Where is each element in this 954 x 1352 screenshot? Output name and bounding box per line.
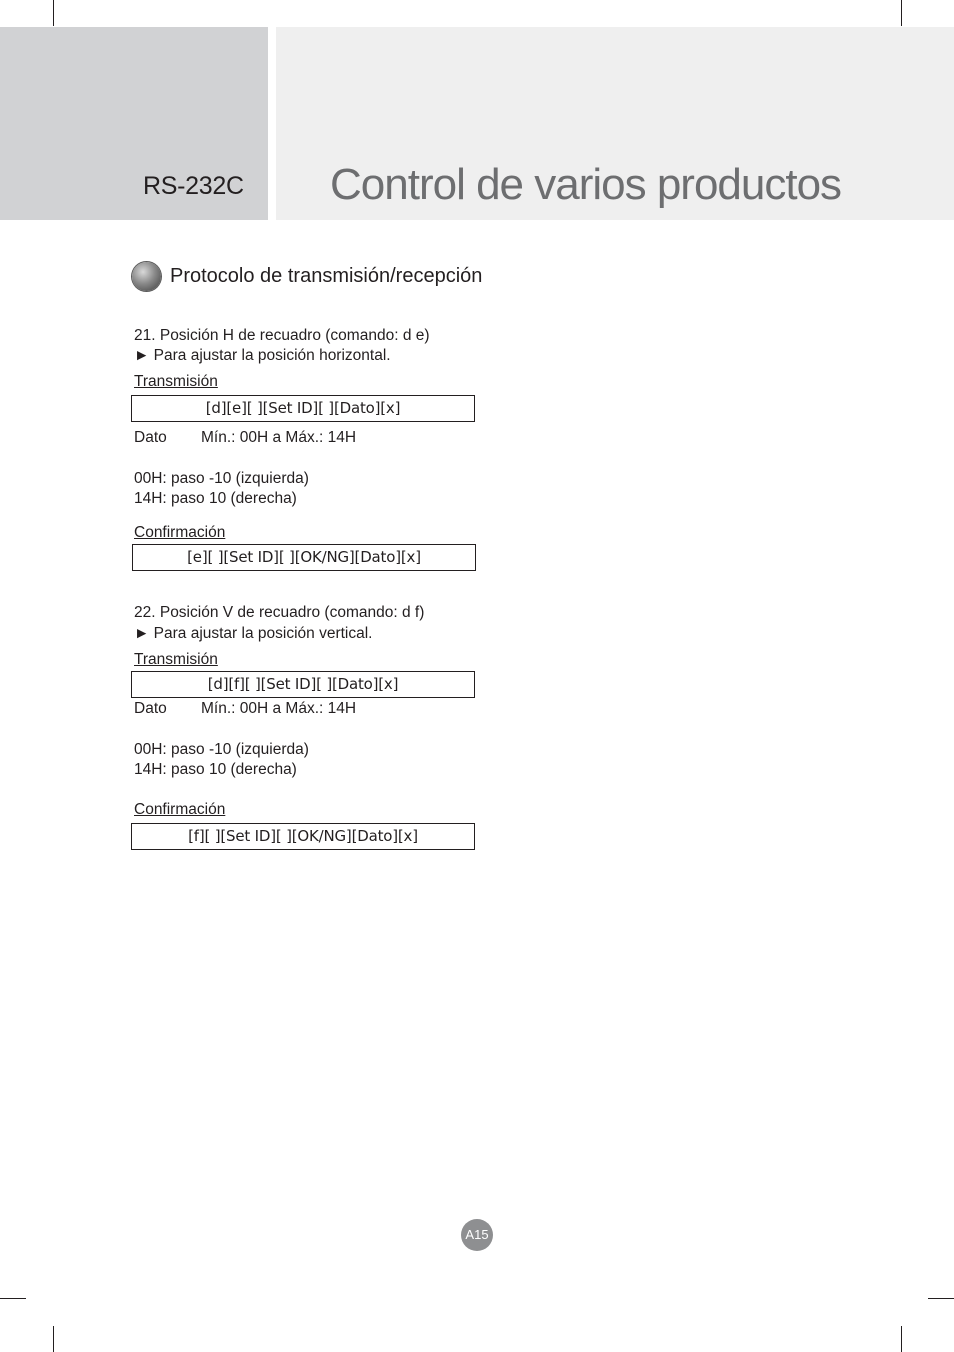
- confirmation-command-box: [f][ ][Set ID][ ][OK/NG][Dato][x]: [131, 823, 475, 850]
- item-title: 22. Posición V de recuadro (comando: d f): [134, 604, 425, 621]
- data-label: Dato: [134, 429, 167, 446]
- item-description: ► Para ajustar la posición horizontal.: [134, 347, 391, 364]
- data-note: 14H: paso 10 (derecha): [134, 490, 297, 507]
- data-note: 00H: paso -10 (izquierda): [134, 741, 309, 758]
- data-label: Dato: [134, 700, 167, 717]
- sphere-bullet-icon: [132, 262, 161, 291]
- data-range: Mín.: 00H a Máx.: 14H: [201, 429, 357, 446]
- crop-mark: [901, 1326, 902, 1352]
- protocol-heading: Protocolo de transmisión/recepción: [170, 265, 483, 287]
- data-note: 00H: paso -10 (izquierda): [134, 470, 309, 487]
- crop-mark: [901, 0, 902, 26]
- item-title: 21. Posición H de recuadro (comando: d e): [134, 327, 430, 344]
- section-label: RS-232C: [143, 172, 244, 200]
- data-range: Mín.: 00H a Máx.: 14H: [201, 700, 357, 717]
- confirmation-command-box: [e][ ][Set ID][ ][OK/NG][Dato][x]: [132, 544, 476, 571]
- crop-mark: [0, 1298, 26, 1299]
- confirmation-label: Confirmación: [134, 801, 226, 818]
- transmission-command-box: [d][f][ ][Set ID][ ][Dato][x]: [131, 671, 475, 698]
- transmission-command-box: [d][e][ ][Set ID][ ][Dato][x]: [131, 395, 475, 422]
- crop-mark: [53, 0, 54, 26]
- page-title: Control de varios productos: [330, 160, 842, 209]
- transmission-label: Transmisión: [134, 651, 218, 668]
- page-number-badge: A15: [461, 1219, 493, 1251]
- crop-mark: [928, 1298, 954, 1299]
- transmission-label: Transmisión: [134, 373, 218, 390]
- confirmation-label: Confirmación: [134, 524, 226, 541]
- item-description: ► Para ajustar la posición vertical.: [134, 625, 373, 642]
- data-note: 14H: paso 10 (derecha): [134, 761, 297, 778]
- crop-mark: [53, 1326, 54, 1352]
